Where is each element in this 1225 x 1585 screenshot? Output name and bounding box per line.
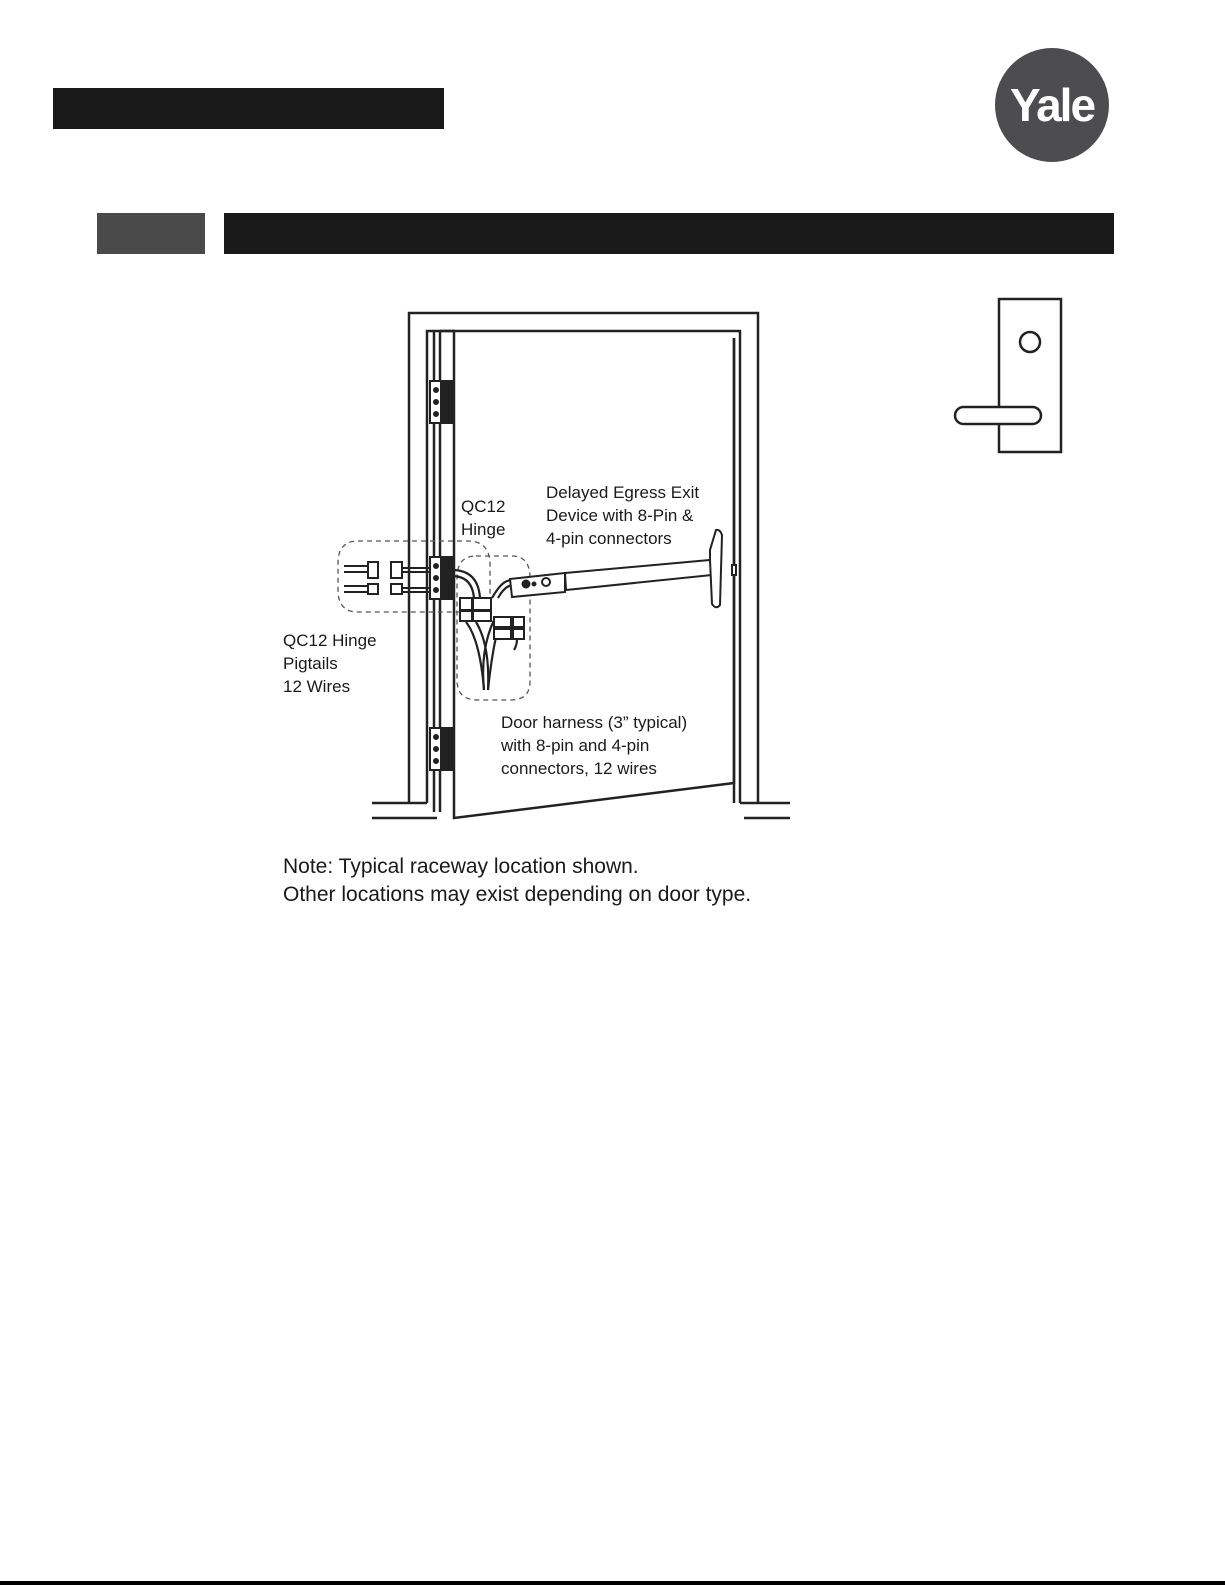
hinge-top [430,381,452,423]
harness-label-line: with 8-pin and 4-pin [501,736,650,755]
device-label-line: Delayed Egress Exit [546,483,700,502]
device-label [546,481,699,550]
diagram-note [283,853,751,909]
harness-label-line: Door harness (3” typical) [501,713,688,732]
hinge-label-line: QC12 [461,497,506,516]
note-line-1: Note: Typical raceway location shown. [283,855,639,878]
note-line-2: Other locations may exist depending on door type. [283,883,752,906]
pigtails-label-line: QC12 Hinge [283,631,377,650]
hinge-label [461,495,505,541]
page-bottom-rule [0,1581,1225,1585]
pigtails-label-line: Pigtails [283,654,338,673]
harness-connector [460,598,472,610]
pigtails-label-line: 12 Wires [283,677,351,696]
pigtail-connector [368,562,378,578]
hinge-label-line: Hinge [461,520,506,539]
floor-line [372,803,437,818]
harness-label [501,711,687,780]
harness-label-line: connectors, 12 wires [501,759,657,778]
pigtails-label [283,629,377,698]
device-label-line: Device with 8-Pin & [546,506,694,525]
hinge-middle [430,557,452,599]
lever-trim-icon [955,299,1061,452]
logo-text: Yale [1009,79,1095,131]
device-label-line: 4-pin connectors [546,529,672,548]
hinge-bottom [430,728,452,770]
